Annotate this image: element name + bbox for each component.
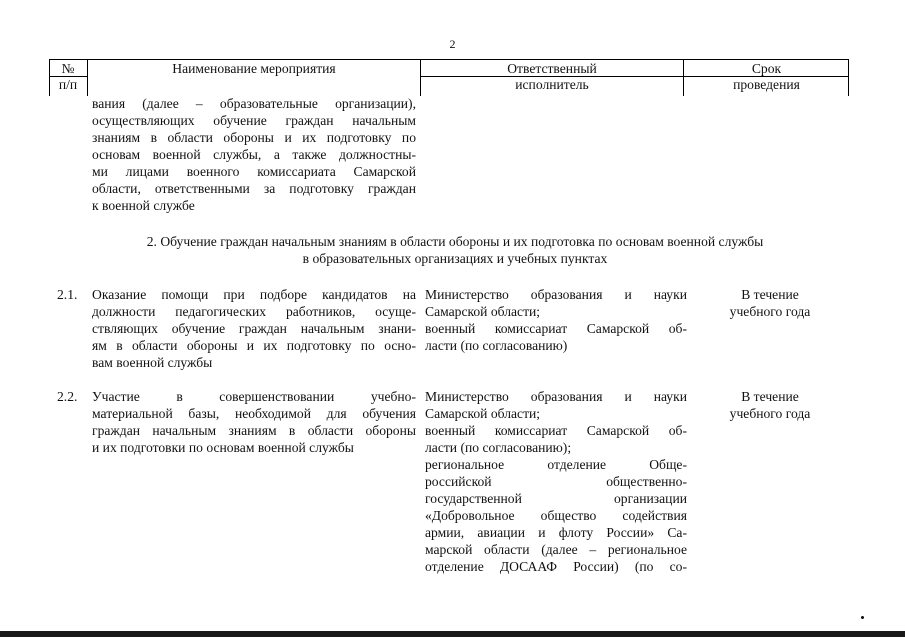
row-name-line: должности педагогических работников, осуще- [92,304,416,319]
continued-line: вания (далее – образовательные организации), [92,96,416,111]
row-resp-line: Самарской области; [425,304,541,319]
row-resp-line: «Добровольное общество содействия [425,508,687,523]
row-name [92,286,416,371]
row-resp-line: ласти (по согласованию); [425,440,572,455]
row-term [700,388,840,422]
header-col-resp [420,59,683,96]
continued-line: к военной службе [92,198,195,213]
header-col-num-line2: п/п [58,77,78,92]
row-name-line: ям в области обороны и их подготовку по осно- [92,338,416,353]
row-resp-line: региональное отделение Обще- [425,457,687,472]
row-number: 2.1. [57,287,78,302]
row-name-line: Оказание помощи при подборе кандидатов на [92,287,416,302]
continued-line: осуществляющих обучение граждан начальным [92,113,416,128]
row-name [92,388,416,456]
row-name-line: Участие в совершенствовании учебно- [92,389,416,404]
row-resp-line: Самарской области; [425,406,541,421]
row-resp-line: ласти (по согласованию) [425,338,568,353]
row-term [700,286,840,320]
continued-line: знаниям в области обороны и их подготовку по [92,130,416,145]
section-title-line2: в образовательных организациях и учебных пунктах [302,251,608,266]
continued-text-block [92,95,416,214]
header-col-term-line2: проведения [733,77,800,92]
row-resp-line: марской области (далее – региональное [425,542,687,557]
section-title [60,233,850,267]
row-resp-line: Министерство образования и науки [425,287,687,302]
row-name-line: граждан начальным знаниям в области обороны [92,423,416,438]
row-name-line: материальной базы, необходимой для обучения [92,406,416,421]
section-title-line1: 2. Обучение граждан начальным знаниям в области обороны и их подготовка по основам военной службы [146,234,764,249]
header-col-resp-line2: исполнитель [515,77,589,92]
row-name-line: и их подготовки по основам военной службы [92,440,354,455]
header-col-term-line1: Срок [751,61,782,76]
row-name-line: ствляющих обучение граждан начальным знани- [92,321,416,336]
continued-line: основам военной службы, а также должностны- [92,147,416,162]
header-col-term [683,59,849,96]
header-col-num-line1: № [61,61,75,76]
row-term-line1: В течение [741,287,799,302]
row-responsible [425,286,687,354]
row-term-line1: В течение [741,389,799,404]
row-name-line: вам военной службы [92,355,213,370]
row-resp-line: российской общественно- [425,474,687,489]
header-col-resp-line1: Ответственный [507,61,597,76]
page-number: 2 [449,37,456,51]
row-term-line2: учебного года [729,304,811,319]
row-responsible [425,388,687,575]
header-col-num [49,59,87,96]
row-resp-line: военный комиссариат Самарской об- [425,321,687,336]
row-resp-line: военный комиссариат Самарской об- [425,423,687,438]
row-resp-line: государственной организации [425,491,687,506]
continued-line: области, ответственными за подготовку граждан [92,181,416,196]
continued-line: ми лицами военного комиссариата Самарской [92,164,416,179]
header-col-name [87,59,420,96]
row-resp-line: армии, авиации и флоту России» Са- [425,525,687,540]
scan-speck [861,616,864,619]
row-resp-line: отделение ДОСААФ России) (по со- [425,559,687,574]
row-resp-line: Министерство образования и науки [425,389,687,404]
row-number: 2.2. [57,389,78,404]
row-term-line2: учебного года [729,406,811,421]
scan-edge-bar [0,631,905,637]
header-col-name-text: Наименование мероприятия [172,61,336,76]
